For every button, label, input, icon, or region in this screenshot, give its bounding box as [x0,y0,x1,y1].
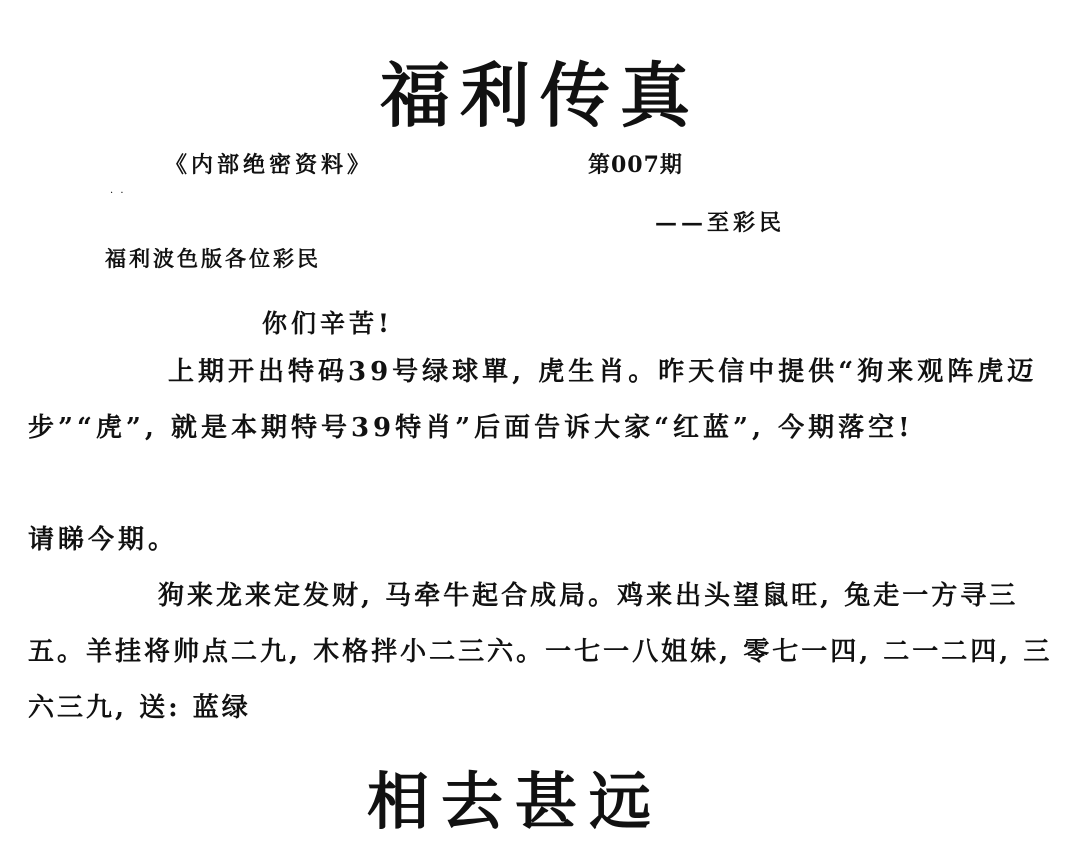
stray-marks: · · [110,188,126,199]
greeting: 你们辛苦! [262,309,393,338]
issue-number: 第007期 [588,152,683,178]
paragraph-riddle: 狗来龙来定发财, 马牵牛起合成局。鸡来出头望鼠旺, 兔走一方寻三五。羊挂将帅点二九, 木格拌小二三六。一七一八姐妹, 零七一四, 二一二四, 三六三九, 送: 蓝绿 [28,581,1053,723]
paragraph-see-this-issue: 请睇今期。 [28,525,179,555]
series-name: 《内部绝密资料》 [165,152,374,178]
signature-line: ——至彩民 [655,210,786,236]
salutation: 福利波色版各位彩民 [105,246,321,271]
document-title: 福利传真 [380,54,700,137]
paragraph-last-result: 上期开出特码39号绿球單, 虎生肖。昨天信中提供“狗来观阵虎迈步”“虎”, 就是本期特号39特肖”后面告诉大家“红蓝”, 今期落空! [28,357,1038,443]
footer-slogan: 相去甚远 [366,765,663,838]
